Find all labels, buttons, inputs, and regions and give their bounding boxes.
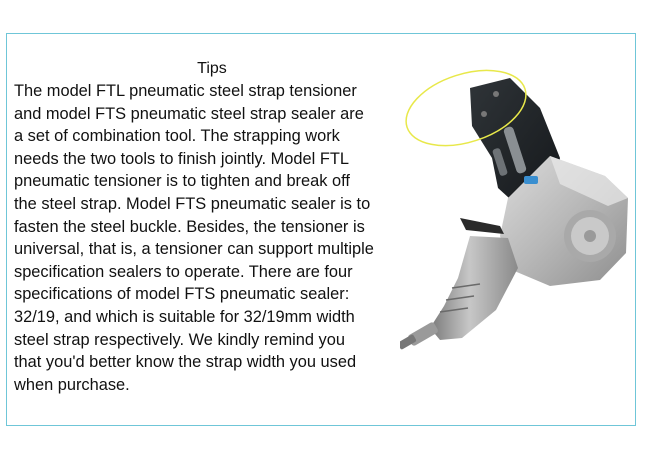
tips-line: fasten the steel buckle. Besides, the tensioner is (14, 217, 365, 236)
tips-line: 32/19, and which is suitable for 32/19mm width (14, 307, 355, 326)
tips-line: the steel strap. Model FTS pneumatic sealer is to (14, 194, 371, 213)
tips-line: that you'd better know the strap width you used (14, 353, 357, 372)
tips-line: The model FTL pneumatic steel strap tensioner (14, 82, 357, 100)
tips-line: when purchase. (14, 375, 130, 394)
tips-line: a set of combination tool. The strapping work (14, 127, 340, 146)
tips-line: specification sealers to operate. There are four (14, 262, 353, 281)
tips-line: and model FTS pneumatic steel strap sealer are (14, 104, 364, 123)
tips-line: steel strap respectively. We kindly remind you (14, 330, 345, 349)
tips-line: needs the two tools to finish jointly. Model FTL (14, 149, 349, 168)
tips-line: universal, that is, a tensioner can support multiple (14, 240, 374, 259)
pneumatic-strap-tool-image (400, 48, 645, 368)
tips-line: pneumatic tensioner is to tighten and break off (14, 172, 350, 191)
tips-title: Tips (197, 60, 227, 77)
tips-body (14, 80, 418, 396)
tips-line: specifications of model FTS pneumatic sealer: (14, 285, 350, 304)
